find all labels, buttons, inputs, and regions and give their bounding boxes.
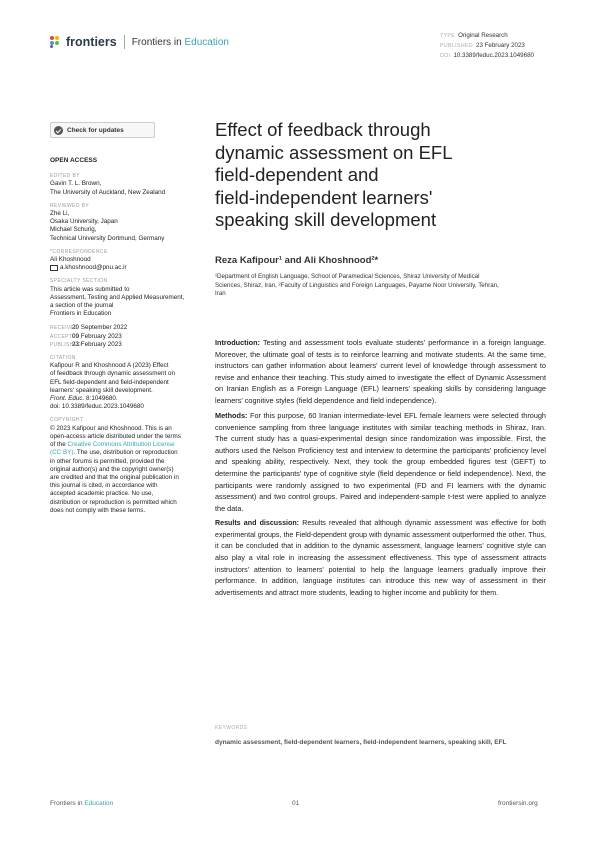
article-type: Original Research [458,32,508,39]
affiliations: ¹Department of English Language, School of Paramedical Sciences, Shiraz University of Medical Sciences, Shiraz, Iran, ²Faculty of Linguistics and Foreign Languages, Payame Noor University, Tehran, Iran [215,273,499,297]
reviewer-info: Zhe Li, Osaka University, Japan Michael Schurig, Technical University Dortmund, Germany [50,210,165,242]
mail-icon [50,265,58,271]
cc-by-link[interactable]: (CC BY) [50,449,74,457]
history-dates: RECEIVED 20 September 2022 ACCEPTED 09 February 2023 PUBLISHED 23 February 2023 [50,324,128,348]
frontiers-logo-icon [50,36,63,49]
correspondence-info: Ali Khoshnood a.khoshnood@pnu.ac.ir [50,256,127,272]
journal-logo [50,35,229,49]
author-list: Reza Kafipour¹ and Ali Khoshnood²* [215,255,379,266]
article-sidebar: OPEN ACCESS EDITED BY Gavin T. L. Brown, The University of Auckland, New Zealand REVIEWED BY Zhe Li, Osaka University, Japan Michael Schurig, Technical University Dortmund, Germany *CORRESPONDENCE Ali Khoshnood a.khoshnood@pnu.ac.ir SPECIALTY SECTION This article was submitted to Assessment, Testing and Applied Measurement, a section of the journal Frontiers in Education RECEIVED 20 September 2022 ACCEPTED 09 February 2023 PUBLISHED 23 February 2023 CITATION Kafipour R and Khoshnood A (2023) Effect of feedback through dynamic assessment on EFL field-dependent and field-independent learners' speaking skill development. Front. Educ. 8:1049680. doi: 10.3389/feduc.2023.1049680 COPYRIGHT © 2023 Kafipour and Khoshnood. This is an open-access article distributed under the terms of the Creative Commons Attribution License (CC BY). The use, distribution or reproduction in other forums is permitted, provided the original author(s) and the copyright owner(s) are credited and that the original publication in this journal is cited, in accordance with accepted academic practice. No use, distribution or reproduction is permitted which does not comply with these terms. [50,157,200,517]
license-link[interactable]: Creative Commons Attribution License [67,441,175,449]
abstract-methods: Methods: For this purpose, 60 Iranian intermediate-level EFL female learners were selected through convenience sampling from three language institutes with similar teaching methods in Shiraz, Iran. The current study has a quasi-experimental design since randomization was impossible. First, the authors used the Nelson Proficiency test and interview to determine the participants' proficiency level and speaking ability, respectively. Next, they took the group embedded figures test (GEFT) to determine the participants' type of cognitive style (field dependence or field independence). Next, the participants were randomly assigned to two experimental (FD and FI learners with the dynamic assessment) and two control groups. Paired and independent-sample t-test were applied to analyze the data. [215,411,546,513]
published-date: 23 February 2023 [476,42,525,49]
check-for-updates-button[interactable]: Check for updates [50,122,155,138]
brand-name: frontiers [66,35,117,49]
article-title: Effect of feedback through dynamic assessment on EFL field-dependent and field-independent learners' speaking skill development [215,119,453,230]
abstract [215,337,546,603]
doi-link[interactable]: 10.3389/feduc.2023.1049680 [453,52,534,59]
copyright-info: © 2023 Kafipour and Khoshnood. This is an open-access article distributed under the terms of the Creative Commons Attribution License (CC BY). The use, distribution or reproduction in other forums is permitted, provided the original author(s) and the copyright owner(s) are credited and that the original publication in this journal is cited, in accordance with accepted academic practice. No use, distribution or reproduction is permitted which does not comply with these terms. [50,424,181,514]
update-check-icon [54,126,63,135]
journal-name: Frontiers in Education [131,36,229,48]
footer-journal: Frontiers in Education [50,800,114,807]
citation-info: Kafipour R and Khoshnood A (2023) Effect of feedback through dynamic assessment on EFL field-dependent and field-independent learners' speaking skill development. Front. Educ. 8:1049680. doi: 10.3389/feduc.2023.1049680 [50,362,175,411]
specialty-section: This article was submitted to Assessment, Testing and Applied Measurement, a section of the journal Frontiers in Education [50,285,185,318]
abstract-results: Results and discussion: Results revealed that although dynamic assessment was effective for both experimental groups, the Field-dependent group with dynamic assessment outperformed the other. Thus, it can be concluded that in addition to the dynamic assessment, language learners' cognitive style can also play a vital role in increasing the assessment effectiveness. This type of assessment attracts instructors' attention to learners' potential to help the language learners gradually improve their performance. In addition, language institutes can introduce this new way of assessment in their advertisements and attract more students, leading to higher income and publicity for them. [215,519,546,597]
page-number: 01 [292,800,300,807]
keywords: dynamic assessment, field-dependent learners, field-independent learners, speaking skill, EFL [215,739,507,746]
logo-divider [124,35,125,49]
keywords-label: KEYWORDS [215,725,248,731]
abstract-introduction: Introduction: Testing and assessment tools evaluate students' performance in a foreign language. Moreover, the ultimate goal of tests is to reinforce learning and motivate students. At the same time, instructors can gather information about learners' current level of knowledge through assessment to revise and enhance their teaching. This study aimed to investigate the effect of Dynamic Assessment on Iranian English as a Foreign Language (EFL) learners' speaking skills by considering language learners' cognitive styles (field dependence and field independence). [215,338,546,405]
article-meta: TYPE Original Research PUBLISHED 23 February 2023 DOI 10.3389/feduc.2023.1049680 [440,32,534,59]
footer-site-link[interactable]: frontiersin.org [498,800,538,807]
correspondence-email[interactable]: a.khoshnood@pnu.ac.ir [60,264,127,272]
editor-info: Gavin T. L. Brown, The University of Auckland, New Zealand [50,180,166,196]
open-access-label: OPEN ACCESS [50,157,98,164]
